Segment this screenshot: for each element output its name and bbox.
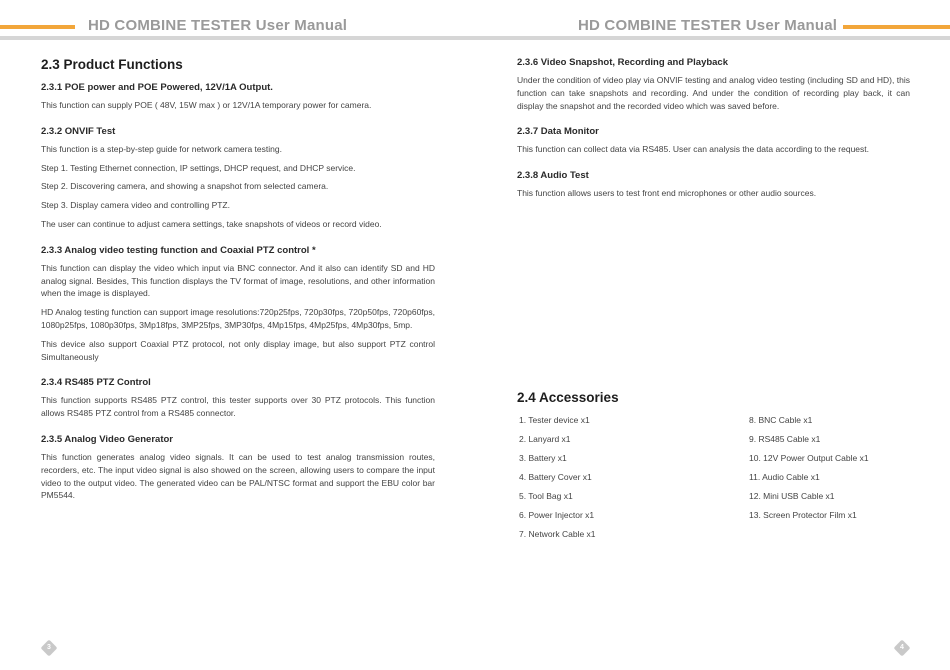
- section-title: 2.3.4 RS485 PTZ Control: [41, 377, 151, 389]
- paragraph: The user can continue to adjust camera settings, take snapshots of videos or record video.: [41, 218, 382, 229]
- list-item: 10. 12V Power Output Cable x1: [749, 453, 869, 463]
- right-page: [475, 0, 950, 670]
- list-item: 4. Battery Cover x1: [519, 472, 592, 482]
- list-item: 7. Network Cable x1: [519, 529, 596, 539]
- section-title: 2.3.8 Audio Test: [517, 170, 589, 182]
- section-title: 2.3.1 POE power and POE Powered, 12V/1A Output.: [41, 82, 273, 93]
- accessories-list: [517, 415, 910, 539]
- section-title: 2.3.7 Data Monitor: [517, 126, 599, 138]
- paragraph: This function can supply POE ( 48V, 15W max ) or 12V/1A temporary power for camera.: [41, 100, 372, 110]
- section-title: 2.3.6 Video Snapshot, Recording and Playback: [517, 57, 728, 68]
- section-audio-test: [517, 170, 910, 200]
- accessories-section: [517, 390, 910, 539]
- list-item: 5. Tool Bag x1: [519, 491, 573, 501]
- header-title: HD COMBINE TESTER User Manual: [88, 17, 348, 34]
- section-data-monitor: [517, 126, 910, 156]
- header-rule: [475, 36, 950, 40]
- paragraph: This device also support Coaxial PTZ protocol, not only display image, but also support PTZ control Simultaneously: [41, 338, 435, 362]
- accessories-heading: 2.4 Accessories: [517, 390, 619, 405]
- list-item: 11. Audio Cable x1: [749, 472, 820, 482]
- list-item: 13. Screen Protector Film x1: [749, 510, 857, 520]
- header-accent-line: [0, 25, 75, 29]
- paragraph: This function is a step-by-step guide for network camera testing.: [41, 143, 282, 154]
- section-analog: [41, 245, 435, 364]
- paragraph: HD Analog testing function can support image resolutions:720p25fps, 720p30fps, 720p50fps, 720p60fps, 1080p25fps, 1080p30fps, 3Mp18fps, 3MP25fps, 3MP30fps, 4Mp15fps, 4Mp25fps, 4Mp30fps, 5mp.: [41, 307, 435, 330]
- paragraph: This function can display the video which input via BNC connector. And it also can identify SD and HD analog signal. Besides, This function displays the TV format of image, resolutions, and other information when the image is displayed.: [41, 262, 435, 299]
- section-title: 2.3.5 Analog Video Generator: [41, 433, 173, 445]
- list-item: 2. Lanyard x1: [519, 434, 571, 444]
- list-item: 6. Power Injector x1: [519, 510, 595, 520]
- section-rs485: [41, 377, 435, 420]
- header-title: HD COMBINE TESTER User Manual: [578, 17, 838, 34]
- header-accent-line: [843, 25, 950, 29]
- list-item: 12. Mini USB Cable x1: [749, 491, 835, 501]
- paragraph: This function generates analog video signals. It can be used to test analog transmission routes, recorders, etc. The input video signal is also showed on the screen, allowing users to compare the input video to the output video. The generated video can be PAL/NTSC format and support the EBU color bar PM5544.: [41, 451, 435, 501]
- paragraph: Step 1. Testing Ethernet connection, IP settings, DHCP request, and DHCP service.: [41, 162, 356, 173]
- section-title: 2.3.3 Analog video testing function and Coaxial PTZ control *: [41, 244, 316, 256]
- section-snapshot: [517, 57, 910, 112]
- page-number: 4: [900, 644, 904, 651]
- list-item: 3. Battery x1: [519, 453, 567, 463]
- list-item: 8. BNC Cable x1: [749, 415, 813, 425]
- paragraph: Step 3. Display camera video and controlling PTZ.: [41, 200, 230, 211]
- right-content: [517, 57, 910, 214]
- paragraph: Step 2. Discovering camera, and showing a snapshot from selected camera.: [41, 181, 329, 192]
- section-title: 2.3.2 ONVIF Test: [41, 125, 116, 137]
- list-item: 9. RS485 Cable x1: [749, 434, 821, 444]
- section-poe: [41, 82, 435, 112]
- paragraph: This function supports RS485 PTZ control, this tester supports over 30 PTZ protocols. This function allows RS485 PTZ control from a RS485 connector.: [41, 395, 435, 419]
- page-number-badge: [896, 642, 908, 654]
- header-rule: [0, 36, 475, 40]
- page-number: 3: [47, 644, 51, 651]
- section-onvif: [41, 126, 435, 231]
- paragraph: This function can collect data via RS485. User can analysis the data according to the request.: [517, 144, 870, 155]
- section-heading: 2.3 Product Functions: [41, 57, 183, 72]
- left-content: [41, 57, 435, 516]
- section-generator: [41, 434, 435, 502]
- list-item: 1. Tester device x1: [519, 415, 590, 425]
- paragraph: Under the condition of video play via ONVIF testing and analog video testing (including SD and HD), this function can take snapshots and recording. And under the condition of recording play back, it can display the snapshot and the recorded video which was saved before.: [517, 75, 910, 111]
- paragraph: This function allows users to test front end microphones or other audio sources.: [517, 188, 817, 199]
- page-number-badge: [43, 642, 55, 654]
